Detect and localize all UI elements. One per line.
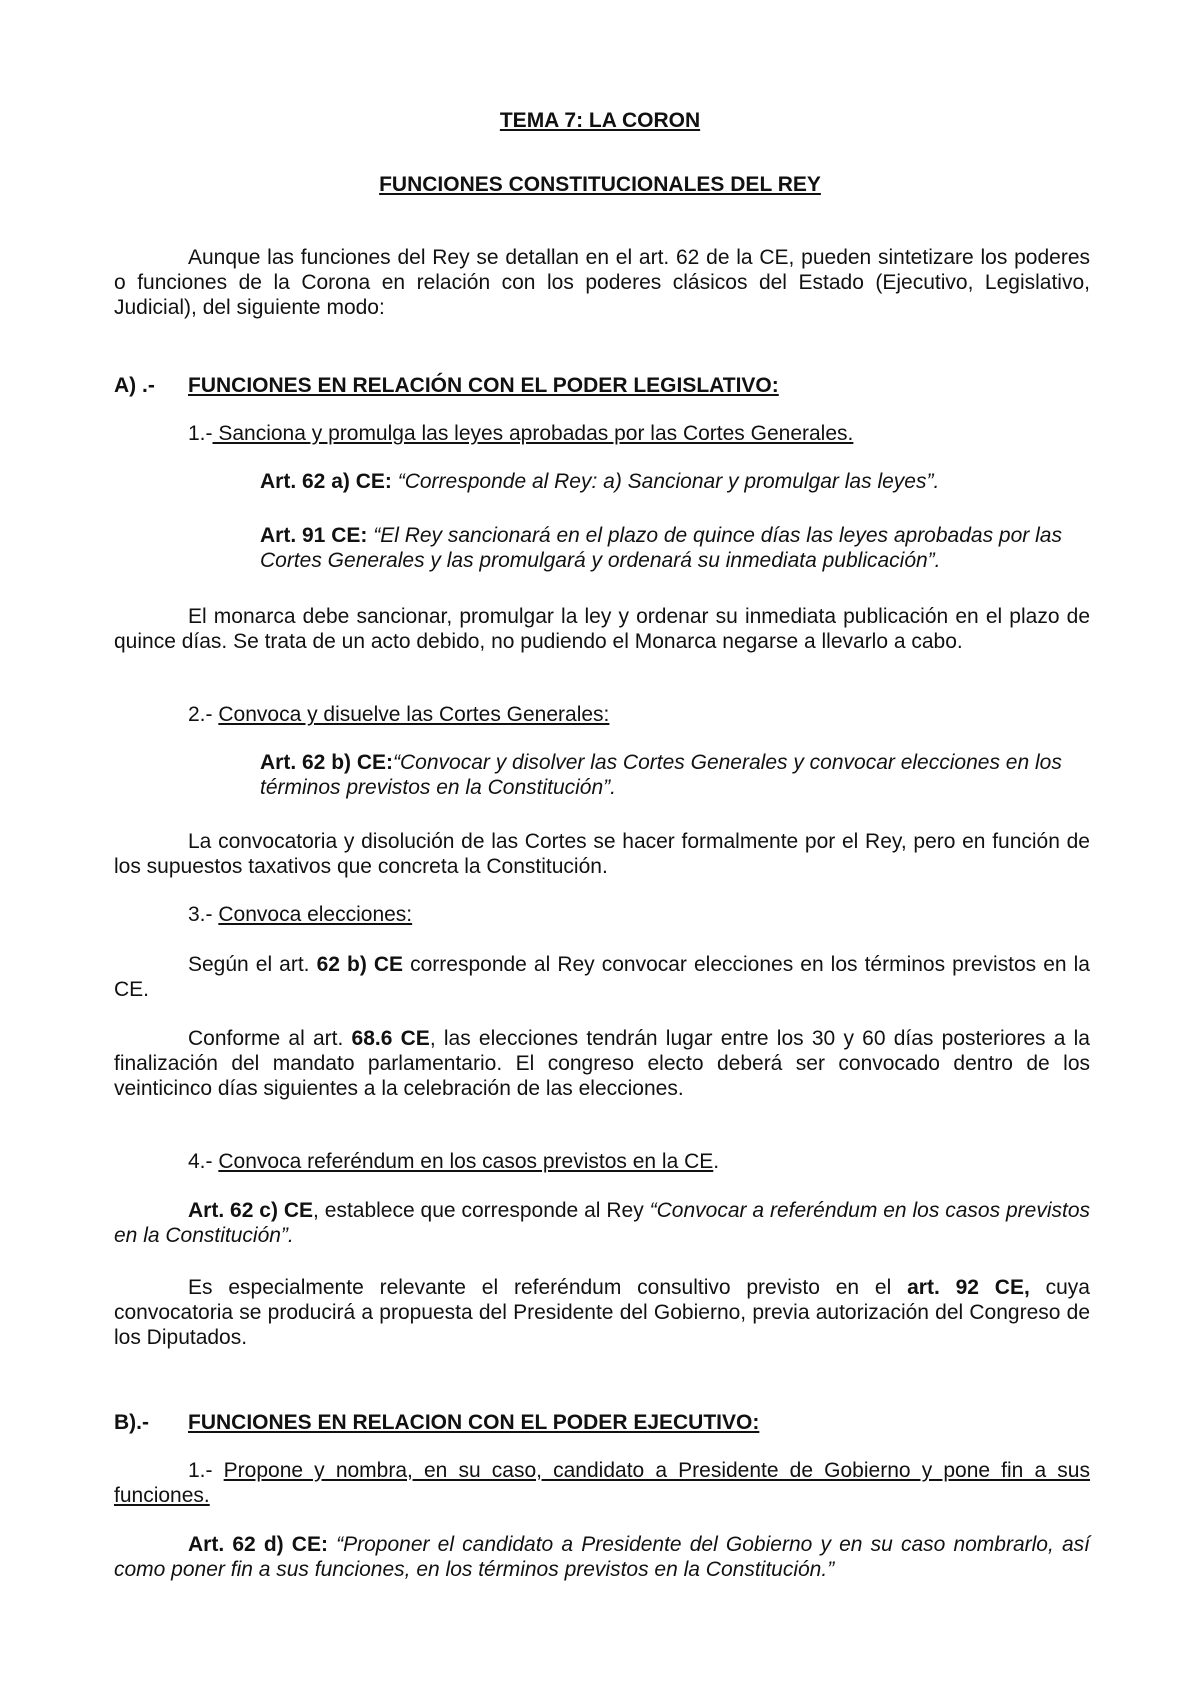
section-a-item-2-paragraph: La convocatoria y disolución de las Cortes se hacer formalmente por el Rey, pero en función de los supuestos taxativos que concreta la Constitución. (114, 830, 1090, 878)
item-label: Sanciona y promulga las leyes aprobadas por las Cortes Generales. (212, 422, 854, 445)
document-subtitle: FUNCIONES CONSTITUCIONALES DEL REY (379, 173, 821, 196)
section-a-item-4-paragraph-1: Art. 62 c) CE, establece que corresponde al Rey “Convocar a referéndum en los casos previstos en la Constitución”. (114, 1199, 1091, 1247)
quote-text: “Corresponde al Rey: a) Sancionar y promulgar las leyes”. (397, 470, 940, 493)
section-a-item-3-paragraph-1: Según el art. 62 b) CE corresponde al Rey convocar elecciones en los términos previstos en la CE. (114, 953, 1090, 1001)
quote-text: “Convocar y disolver las Cortes Generales y convocar elecciones en los términos previstos en la Constitución”. (260, 751, 1062, 799)
quote-reference: Art. 91 CE: (260, 524, 368, 547)
quote-reference: Art. 62 b) CE: (260, 751, 394, 774)
item-number: 1.- (188, 1459, 213, 1482)
item-number: 1.- (188, 422, 213, 445)
document-title: TEMA 7: LA CORON (499, 109, 701, 132)
section-a-title: FUNCIONES EN RELACIÓN CON EL PODER LEGISLATIVO: (188, 374, 779, 397)
quote-reference: Art. 62 d) CE (188, 1533, 321, 1556)
quote-art-91 (260, 523, 1070, 573)
item-label: Convoca referéndum en los casos previstos en la CE (218, 1150, 714, 1173)
item-number: 4.- (188, 1150, 213, 1173)
section-a-item-4-paragraph-2: Es especialmente relevante el referéndum consultivo previsto en el art. 92 CE, cuya convocatoria se producirá a propuesta del Presidente del Gobierno, previa autorización del Congreso de los Diputados. (114, 1276, 1090, 1349)
quote-text: “Convocar a referéndum en los casos previstos en la Constitución”. (114, 1199, 1091, 1247)
quote-text: “El Rey sancionará en el plazo de quince días las leyes aprobadas por las Cortes Generales y las promulgará y ordenará su inmediata publicación”. (260, 524, 1062, 572)
article-reference: 62 b) CE (316, 953, 404, 976)
section-a-item-2 (188, 702, 1090, 727)
section-a-item-4: 4.- Convoca referéndum en los casos previstos en la CE. (188, 1150, 720, 1173)
section-a-item-3 (188, 902, 1090, 927)
section-a-heading (114, 373, 1090, 398)
section-b-heading (114, 1410, 1090, 1435)
item-label: Propone y nombra, en su caso, candidato a Presidente de Gobierno y pone fin a sus funciones. (114, 1459, 1090, 1507)
item-number: 3.- (188, 903, 213, 926)
quote-art-62b (260, 750, 1070, 800)
item-label: Convoca elecciones: (218, 903, 413, 926)
section-b-item-1 (114, 1458, 1090, 1508)
quote-art-62d: Art. 62 d) CE: “Proponer el candidato a Presidente del Gobierno y en su caso nombrarlo, así como poner fin a sus funciones, en los términos previstos en la Constitución.” (114, 1533, 1090, 1581)
section-a-item-1 (188, 421, 1090, 446)
item-number: 2.- (188, 703, 213, 726)
item-label: Convoca y disuelve las Cortes Generales: (218, 703, 610, 726)
quote-text: “Proponer el candidato a Presidente del Gobierno y en su caso nombrarlo, así como poner fin a sus funciones, en los términos previstos en la Constitución.” (114, 1533, 1090, 1581)
quote-art-62a: Art. 62 a) CE: “Corresponde al Rey: a) Sancionar y promulgar las leyes”. (260, 470, 940, 493)
quote-reference: Art. 62 a) CE (260, 470, 385, 493)
intro-paragraph: Aunque las funciones del Rey se detallan en el art. 62 de la CE, pueden sintetizare los poderes o funciones de la Corona en relación con los poderes clásicos del Estado (Ejecutivo, Legislativo, Judicial), del siguiente modo: (114, 246, 1090, 319)
section-a-item-1-paragraph: El monarca debe sancionar, promulgar la ley y ordenar su inmediata publicación en el plazo de quince días. Se trata de un acto debido, no pudiendo el Monarca negarse a llevarlo a cabo. (114, 605, 1090, 653)
article-reference: Art. 62 c) CE (188, 1199, 314, 1222)
article-reference: 68.6 CE (351, 1027, 430, 1050)
section-b-title: FUNCIONES EN RELACION CON EL PODER EJECUTIVO: (188, 1411, 760, 1434)
article-reference: art. 92 CE, (907, 1276, 1030, 1299)
section-a-letter: A) .- (114, 374, 155, 397)
section-b-letter: B).- (114, 1411, 149, 1434)
section-a-item-3-paragraph-2: Conforme al art. 68.6 CE, las elecciones tendrán lugar entre los 30 y 60 días posteriores a la finalización del mandato parlamentario. El congreso electo deberá ser convocado dentro de los veinticinco días siguientes a la celebración de las elecciones. (114, 1027, 1090, 1100)
